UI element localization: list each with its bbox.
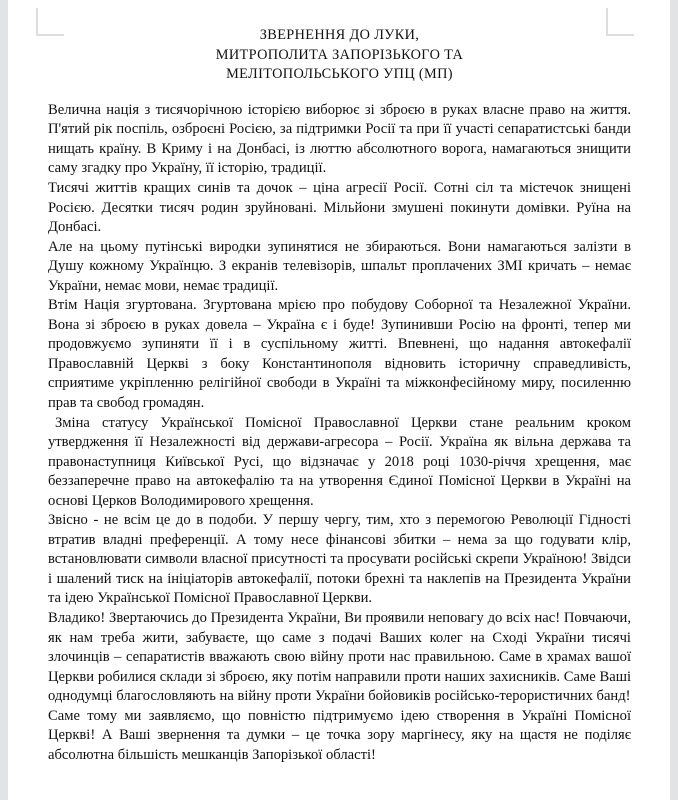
document-title xyxy=(48,26,631,85)
paragraph-6: Звісно - не всім це до в подоби. У першу чергу, тим, хто з перемогою Революції Гідності втратив владні преференції. А тому несе фінансові збитки – нема за що годувати клір, встановлювати символи власної присутності та просувати російські скрепи Україною! Звідси і шалений тиск на ініціаторів автокефалії, потоки брехні та наклепів на Президента України та ідею Української Помісної Православної Церкви. xyxy=(48,512,631,607)
title-line-2: МИТРОПОЛИТА ЗАПОРІЗЬКОГО ТА xyxy=(215,46,464,63)
paragraph-4: Втім Нація згуртована. Згуртована мрією про побудову Соборної та Незалежної України. Вона зі зброєю в руках довела – Україна є і буде! Зупинивши Росію на фронті, тепер ми продовжуємо зупиняти її і в суспільному житті. Впевнені, що надання автокефалії Православній Церкві з боку Константинополя відновить історичну справедливість, сприятиме укріпленню релігійної свободи в Україні та міжконфесійному миру, посиленню прав та свобод громадян. xyxy=(48,297,631,411)
document-body xyxy=(48,26,631,765)
title-line-1: ЗВЕРНЕННЯ ДО ЛУКИ, xyxy=(259,27,420,43)
paragraph-2: Тисячі життів кращих синів та дочок – ціна агресії Росії. Сотні сіл та містечок знищені Росією. Десятки тисяч родин зруйновані. Мільйони змушені покинути домівки. Руїна на Донбасі. xyxy=(48,179,631,236)
paragraph-1: Велична нація з тисячорічною історією виборює зі зброєю в руках власне право на життя. П'ятий рік поспіль, озброєні Росією, за підтримки Росії та при її участі сепаратистські банди нищать країну. В Криму і на Донбасі, із люттю абсолютного ворога, намагаються знищити саму згадку про Україну, її історію, традиції. xyxy=(48,101,631,177)
paragraph-7: Владико! Звертаючись до Президента України, Ви проявили неповагу до всіх нас! Повчаючи, як нам треба жити, забуваєте, що саме з подачі Ваших колег на Сході України тисячі злочинців – сепаратистів вважають свою війну проти нас правильною. Саме в храмах вашої Церкви робилися склади зі зброєю, яку потім направили проти наших захисників. Саме Ваші однодумці благословляють на війну проти України бойовиків російсько-терористичних банд! xyxy=(48,610,631,705)
paragraph-3: Але на цьому путінські виродки зупинятися не збираються. Вони намагаються залізти в Душу кожному Українцю. З екранів телевізорів, шпальт проплачених ЗМІ кричать – немає України, немає мови, немає традиції. xyxy=(48,238,631,294)
title-line-3: МЕЛІТОПОЛЬСЬКОГО УПЦ (МП) xyxy=(226,66,453,83)
paragraph-8: Саме тому ми заявляємо, що повністю підтримуємо ідею створення в Україні Помісної Церкві! А Ваші звернення та думки – це точка зору маргінесу, яку на щастя не поділяє абсолютна більшість мешканців Запорізької області! xyxy=(48,707,631,763)
document-page xyxy=(8,0,670,800)
paragraph-5: Зміна статусу Української Помісної Православної Церкви стане реальним кроком утвердження її Незалежності від держави-агресора – Росії. Україна як вільна держава та правонаступниця Київської Русі, що відзначає у 2018 році 1030-річчя хрещення, має беззаперечне право на автокефалію та на утворення Єдиної Помісної Церкви в Україні на основі Церков Володимирового хрещення. xyxy=(48,414,631,509)
canvas-edge-right xyxy=(670,0,678,800)
canvas-edge-left xyxy=(0,0,8,800)
